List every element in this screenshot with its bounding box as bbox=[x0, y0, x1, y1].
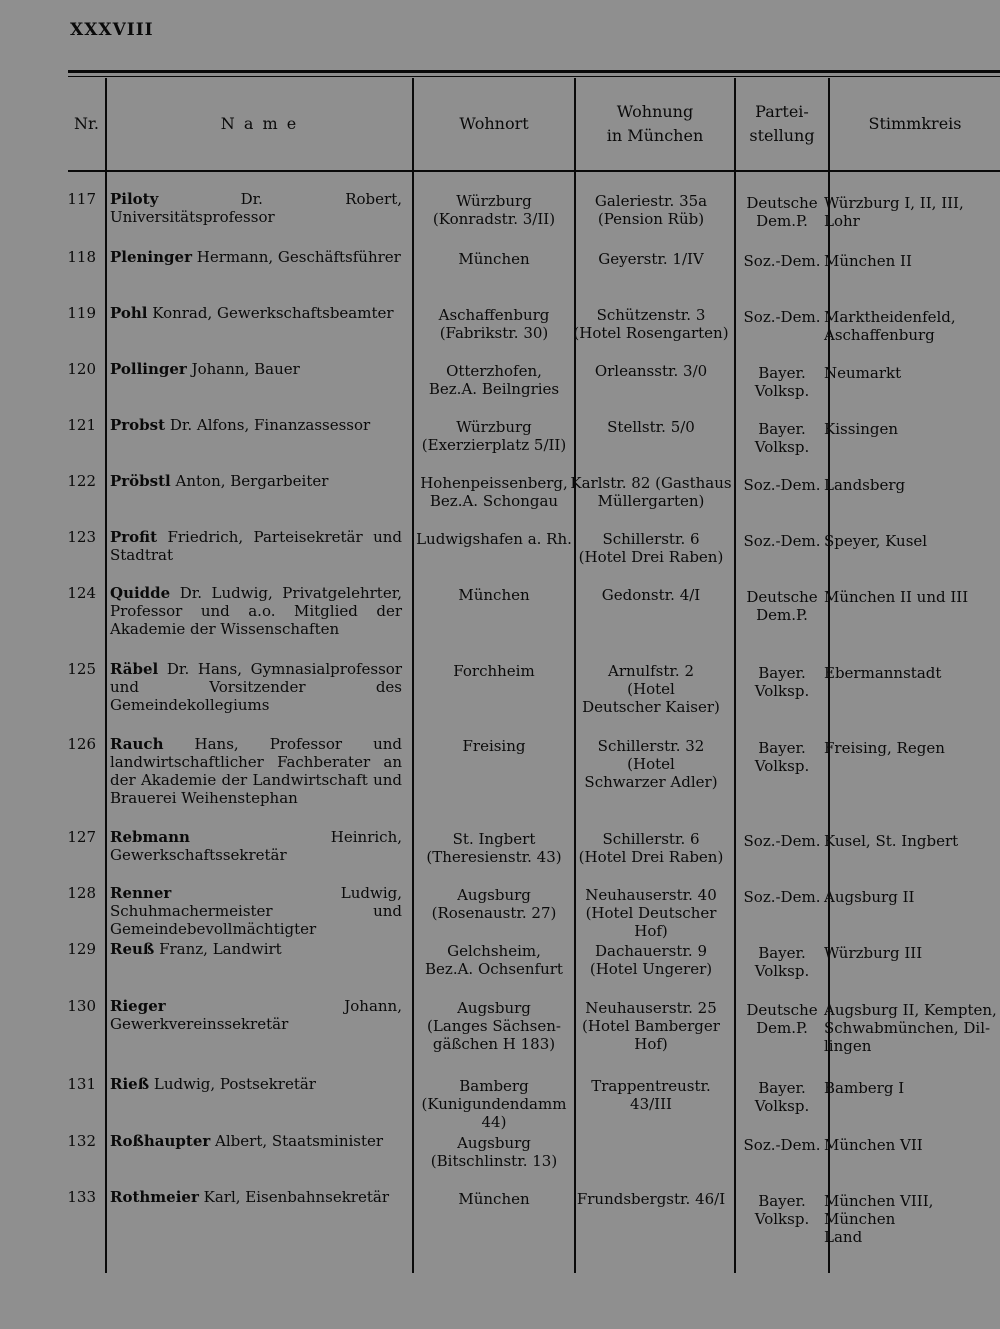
munich-address: Arnulfstr. 2 (Hotel Deutscher Kaiser) bbox=[582, 662, 720, 716]
row-number: 133 bbox=[67, 1188, 96, 1206]
residence: München bbox=[458, 1190, 530, 1208]
member-name bbox=[110, 248, 402, 266]
member-name bbox=[110, 940, 402, 958]
constituency: Kissingen bbox=[824, 420, 898, 438]
party: Soz.-Dem. bbox=[743, 532, 821, 550]
member-given-and-occupation: Albert, Staatsminister bbox=[210, 1132, 384, 1150]
header-wohnung: Wohnung in München bbox=[606, 102, 704, 145]
header-nr: Nr. bbox=[74, 114, 99, 133]
member-surname: Pröbstl bbox=[110, 472, 171, 490]
member-surname: Quidde bbox=[110, 584, 171, 602]
member-name bbox=[110, 997, 402, 1033]
member-surname: Renner bbox=[110, 884, 172, 902]
row-number: 124 bbox=[67, 584, 96, 602]
member-given-and-occupation: Hermann, Geschäftsführer bbox=[191, 248, 401, 266]
party: Soz.-Dem. bbox=[743, 252, 821, 270]
constituency: Bamberg I bbox=[824, 1079, 905, 1097]
party: Soz.-Dem. bbox=[743, 888, 821, 906]
row-number: 132 bbox=[67, 1132, 96, 1150]
row-number: 127 bbox=[67, 828, 96, 846]
party: Soz.-Dem. bbox=[743, 476, 821, 494]
constituency: Freising, Regen bbox=[824, 739, 945, 757]
residence: Freising bbox=[462, 737, 526, 755]
residence: Augsburg (Langes Sächsen- gäßchen H 183) bbox=[427, 999, 561, 1053]
member-surname: Reuß bbox=[110, 940, 155, 958]
member-given-and-occupation: Franz, Landwirt bbox=[154, 940, 282, 958]
row-number: 131 bbox=[67, 1075, 96, 1093]
row-number: 123 bbox=[67, 528, 96, 546]
constituency: Augsburg II bbox=[824, 888, 915, 906]
member-name bbox=[110, 1188, 402, 1206]
member-name bbox=[110, 360, 402, 378]
row-number: 122 bbox=[67, 472, 96, 490]
member-given-and-occupation: Friedrich, Parteisekretär und Stadtrat bbox=[110, 528, 402, 564]
constituency: München VIII, München Land bbox=[824, 1192, 934, 1246]
member-name bbox=[110, 190, 402, 226]
party: Soz.-Dem. bbox=[743, 308, 821, 326]
munich-address: Schützenstr. 3 (Hotel Rosengarten) bbox=[573, 306, 729, 342]
header-name: N a m e bbox=[220, 114, 299, 133]
party: Bayer. Volksp. bbox=[754, 1079, 810, 1115]
member-given-and-occupation: Karl, Eisenbahnsekretär bbox=[198, 1188, 389, 1206]
member-given-and-occupation: Anton, Bergarbeiter bbox=[170, 472, 329, 490]
residence: Gelchsheim, Bez.A. Ochsenfurt bbox=[425, 942, 563, 978]
munich-address: Stellstr. 5/0 bbox=[607, 418, 695, 436]
munich-address: Schillerstr. 6 (Hotel Drei Raben) bbox=[578, 530, 724, 566]
constituency: Würzburg III bbox=[824, 944, 923, 962]
page-number: XXXVIII bbox=[70, 20, 154, 40]
member-surname: Roßhaupter bbox=[110, 1132, 211, 1150]
residence: Hohenpeissenberg, Bez.A. Schongau bbox=[420, 474, 568, 510]
member-name bbox=[110, 828, 402, 864]
member-name bbox=[110, 584, 402, 638]
munich-address: Dachauerstr. 9 (Hotel Ungerer) bbox=[589, 942, 713, 978]
row-number: 117 bbox=[67, 190, 96, 208]
party: Bayer. Volksp. bbox=[754, 364, 810, 400]
row-number: 121 bbox=[67, 416, 96, 434]
munich-address: Karlstr. 82 (Gasthaus Müllergarten) bbox=[570, 474, 732, 510]
member-surname: Pollinger bbox=[110, 360, 187, 378]
member-name bbox=[110, 1132, 402, 1150]
residence: Würzburg (Exerzierplatz 5/II) bbox=[421, 418, 567, 454]
constituency: München VII bbox=[824, 1136, 923, 1154]
member-given-and-occupation: Ludwig, Schuhmachermeister und Gemeindebevollmächtigter bbox=[110, 884, 402, 938]
row-number: 118 bbox=[67, 248, 96, 266]
member-name bbox=[110, 472, 402, 490]
constituency: Neumarkt bbox=[824, 364, 902, 382]
residence: Forchheim bbox=[453, 662, 535, 680]
member-surname: Rieß bbox=[110, 1075, 150, 1093]
member-given-and-occupation: Dr. Ludwig, Privatgelehrter, Professor und a.o. Mitglied der Akademie der Wissenschaften bbox=[110, 584, 402, 638]
header-wohnort: Wohnort bbox=[459, 114, 529, 133]
row-number: 126 bbox=[67, 735, 96, 753]
row-number: 120 bbox=[67, 360, 96, 378]
residence: Würzburg (Konradstr. 3/II) bbox=[432, 192, 556, 228]
row-number: 130 bbox=[67, 997, 96, 1015]
residence: Augsburg (Bitschlinstr. 13) bbox=[430, 1134, 558, 1170]
munich-address: Schillerstr. 6 (Hotel Drei Raben) bbox=[578, 830, 724, 866]
member-name bbox=[110, 304, 402, 322]
member-name bbox=[110, 660, 402, 714]
member-given-and-occupation: Hans, Professor und landwirtschaftlicher Fachberater an der Akademie der Landwirtschaft und Brauerei Weihenstephan bbox=[110, 735, 402, 807]
member-surname: Piloty bbox=[110, 190, 159, 208]
residence: München bbox=[458, 250, 530, 268]
member-given-and-occupation: Dr. Hans, Gymnasialprofessor und Vorsitzender des Gemeindekollegiums bbox=[110, 660, 402, 714]
constituency: Marktheidenfeld, Aschaffenburg bbox=[824, 308, 956, 344]
member-surname: Rieger bbox=[110, 997, 166, 1015]
row-number: 125 bbox=[67, 660, 96, 678]
party: Soz.-Dem. bbox=[743, 1136, 821, 1154]
party: Bayer. Volksp. bbox=[754, 944, 810, 980]
member-surname: Räbel bbox=[110, 660, 159, 678]
member-given-and-occupation: Dr. Robert, Universitätsprofessor bbox=[110, 190, 402, 226]
constituency: Augsburg II, Kempten, Schwabmünchen, Dil- lingen bbox=[824, 1001, 997, 1055]
constituency: Landsberg bbox=[824, 476, 906, 494]
member-given-and-occupation: Johann, Bauer bbox=[186, 360, 300, 378]
constituency: Ebermannstadt bbox=[824, 664, 942, 682]
party: Bayer. Volksp. bbox=[754, 1192, 810, 1228]
munich-address: Schillerstr. 32 (Hotel Schwarzer Adler) bbox=[584, 737, 718, 791]
row-number: 129 bbox=[67, 940, 96, 958]
member-name bbox=[110, 416, 402, 434]
header-partei: Partei- stellung bbox=[749, 102, 815, 145]
munich-address: Gedonstr. 4/I bbox=[601, 586, 701, 604]
member-surname: Rothmeier bbox=[110, 1188, 199, 1206]
member-surname: Rebmann bbox=[110, 828, 190, 846]
header-stimmkreis: Stimmkreis bbox=[868, 114, 962, 133]
party: Bayer. Volksp. bbox=[754, 664, 810, 700]
member-surname: Profit bbox=[110, 528, 158, 546]
top-rule bbox=[68, 70, 1000, 73]
constituency: München II und III bbox=[824, 588, 969, 606]
member-given-and-occupation: Ludwig, Postsekretär bbox=[149, 1075, 316, 1093]
residence: Augsburg (Rosenaustr. 27) bbox=[431, 886, 557, 922]
constituency: Speyer, Kusel bbox=[824, 532, 928, 550]
residence: Bamberg (Kunigundendamm 44) bbox=[421, 1077, 567, 1131]
residence: St. Ingbert (Theresienstr. 43) bbox=[426, 830, 562, 866]
member-surname: Pleninger bbox=[110, 248, 192, 266]
row-number: 119 bbox=[67, 304, 96, 322]
party: Deutsche Dem.P. bbox=[746, 194, 818, 230]
header-rule bbox=[68, 170, 1000, 172]
member-given-and-occupation: Heinrich, Gewerkschaftssekretär bbox=[110, 828, 402, 864]
member-surname: Pohl bbox=[110, 304, 148, 322]
member-surname: Rauch bbox=[110, 735, 164, 753]
member-given-and-occupation: Konrad, Gewerkschaftsbeamter bbox=[147, 304, 394, 322]
munich-address: Trappentreustr. 43/III bbox=[591, 1077, 711, 1113]
residence: Otterzhofen, Bez.A. Beilngries bbox=[428, 362, 560, 398]
party: Deutsche Dem.P. bbox=[746, 588, 818, 624]
party: Soz.-Dem. bbox=[743, 832, 821, 850]
member-given-and-occupation: Dr. Alfons, Finanzassessor bbox=[165, 416, 371, 434]
residence: Ludwigshafen a. Rh. bbox=[416, 530, 572, 548]
member-name bbox=[110, 1075, 402, 1093]
member-name bbox=[110, 884, 402, 938]
munich-address: Frundsbergstr. 46/I bbox=[576, 1190, 726, 1208]
munich-address: Galeriestr. 35a (Pension Rüb) bbox=[594, 192, 708, 228]
member-surname: Probst bbox=[110, 416, 166, 434]
munich-address: Geyerstr. 1/IV bbox=[598, 250, 704, 268]
party: Bayer. Volksp. bbox=[754, 420, 810, 456]
munich-address: Orleansstr. 3/0 bbox=[594, 362, 708, 380]
residence: Aschaffenburg (Fabrikstr. 30) bbox=[438, 306, 550, 342]
munich-address: Neuhauserstr. 40 (Hotel Deutscher Hof) bbox=[585, 886, 717, 940]
constituency: Kusel, St. Ingbert bbox=[824, 832, 959, 850]
top-rule-thin bbox=[68, 76, 1000, 77]
party: Bayer. Volksp. bbox=[754, 739, 810, 775]
constituency: Würzburg I, II, III, Lohr bbox=[824, 194, 964, 230]
munich-address: Neuhauserstr. 25 (Hotel Bamberger Hof) bbox=[582, 999, 720, 1053]
residence: München bbox=[458, 586, 530, 604]
member-name bbox=[110, 528, 402, 564]
party: Deutsche Dem.P. bbox=[746, 1001, 818, 1037]
row-number: 128 bbox=[67, 884, 96, 902]
member-given-and-occupation: Johann, Gewerkvereinssekretär bbox=[110, 997, 402, 1033]
member-name bbox=[110, 735, 402, 807]
column-divider-nr bbox=[105, 78, 107, 1273]
constituency: München II bbox=[824, 252, 912, 270]
